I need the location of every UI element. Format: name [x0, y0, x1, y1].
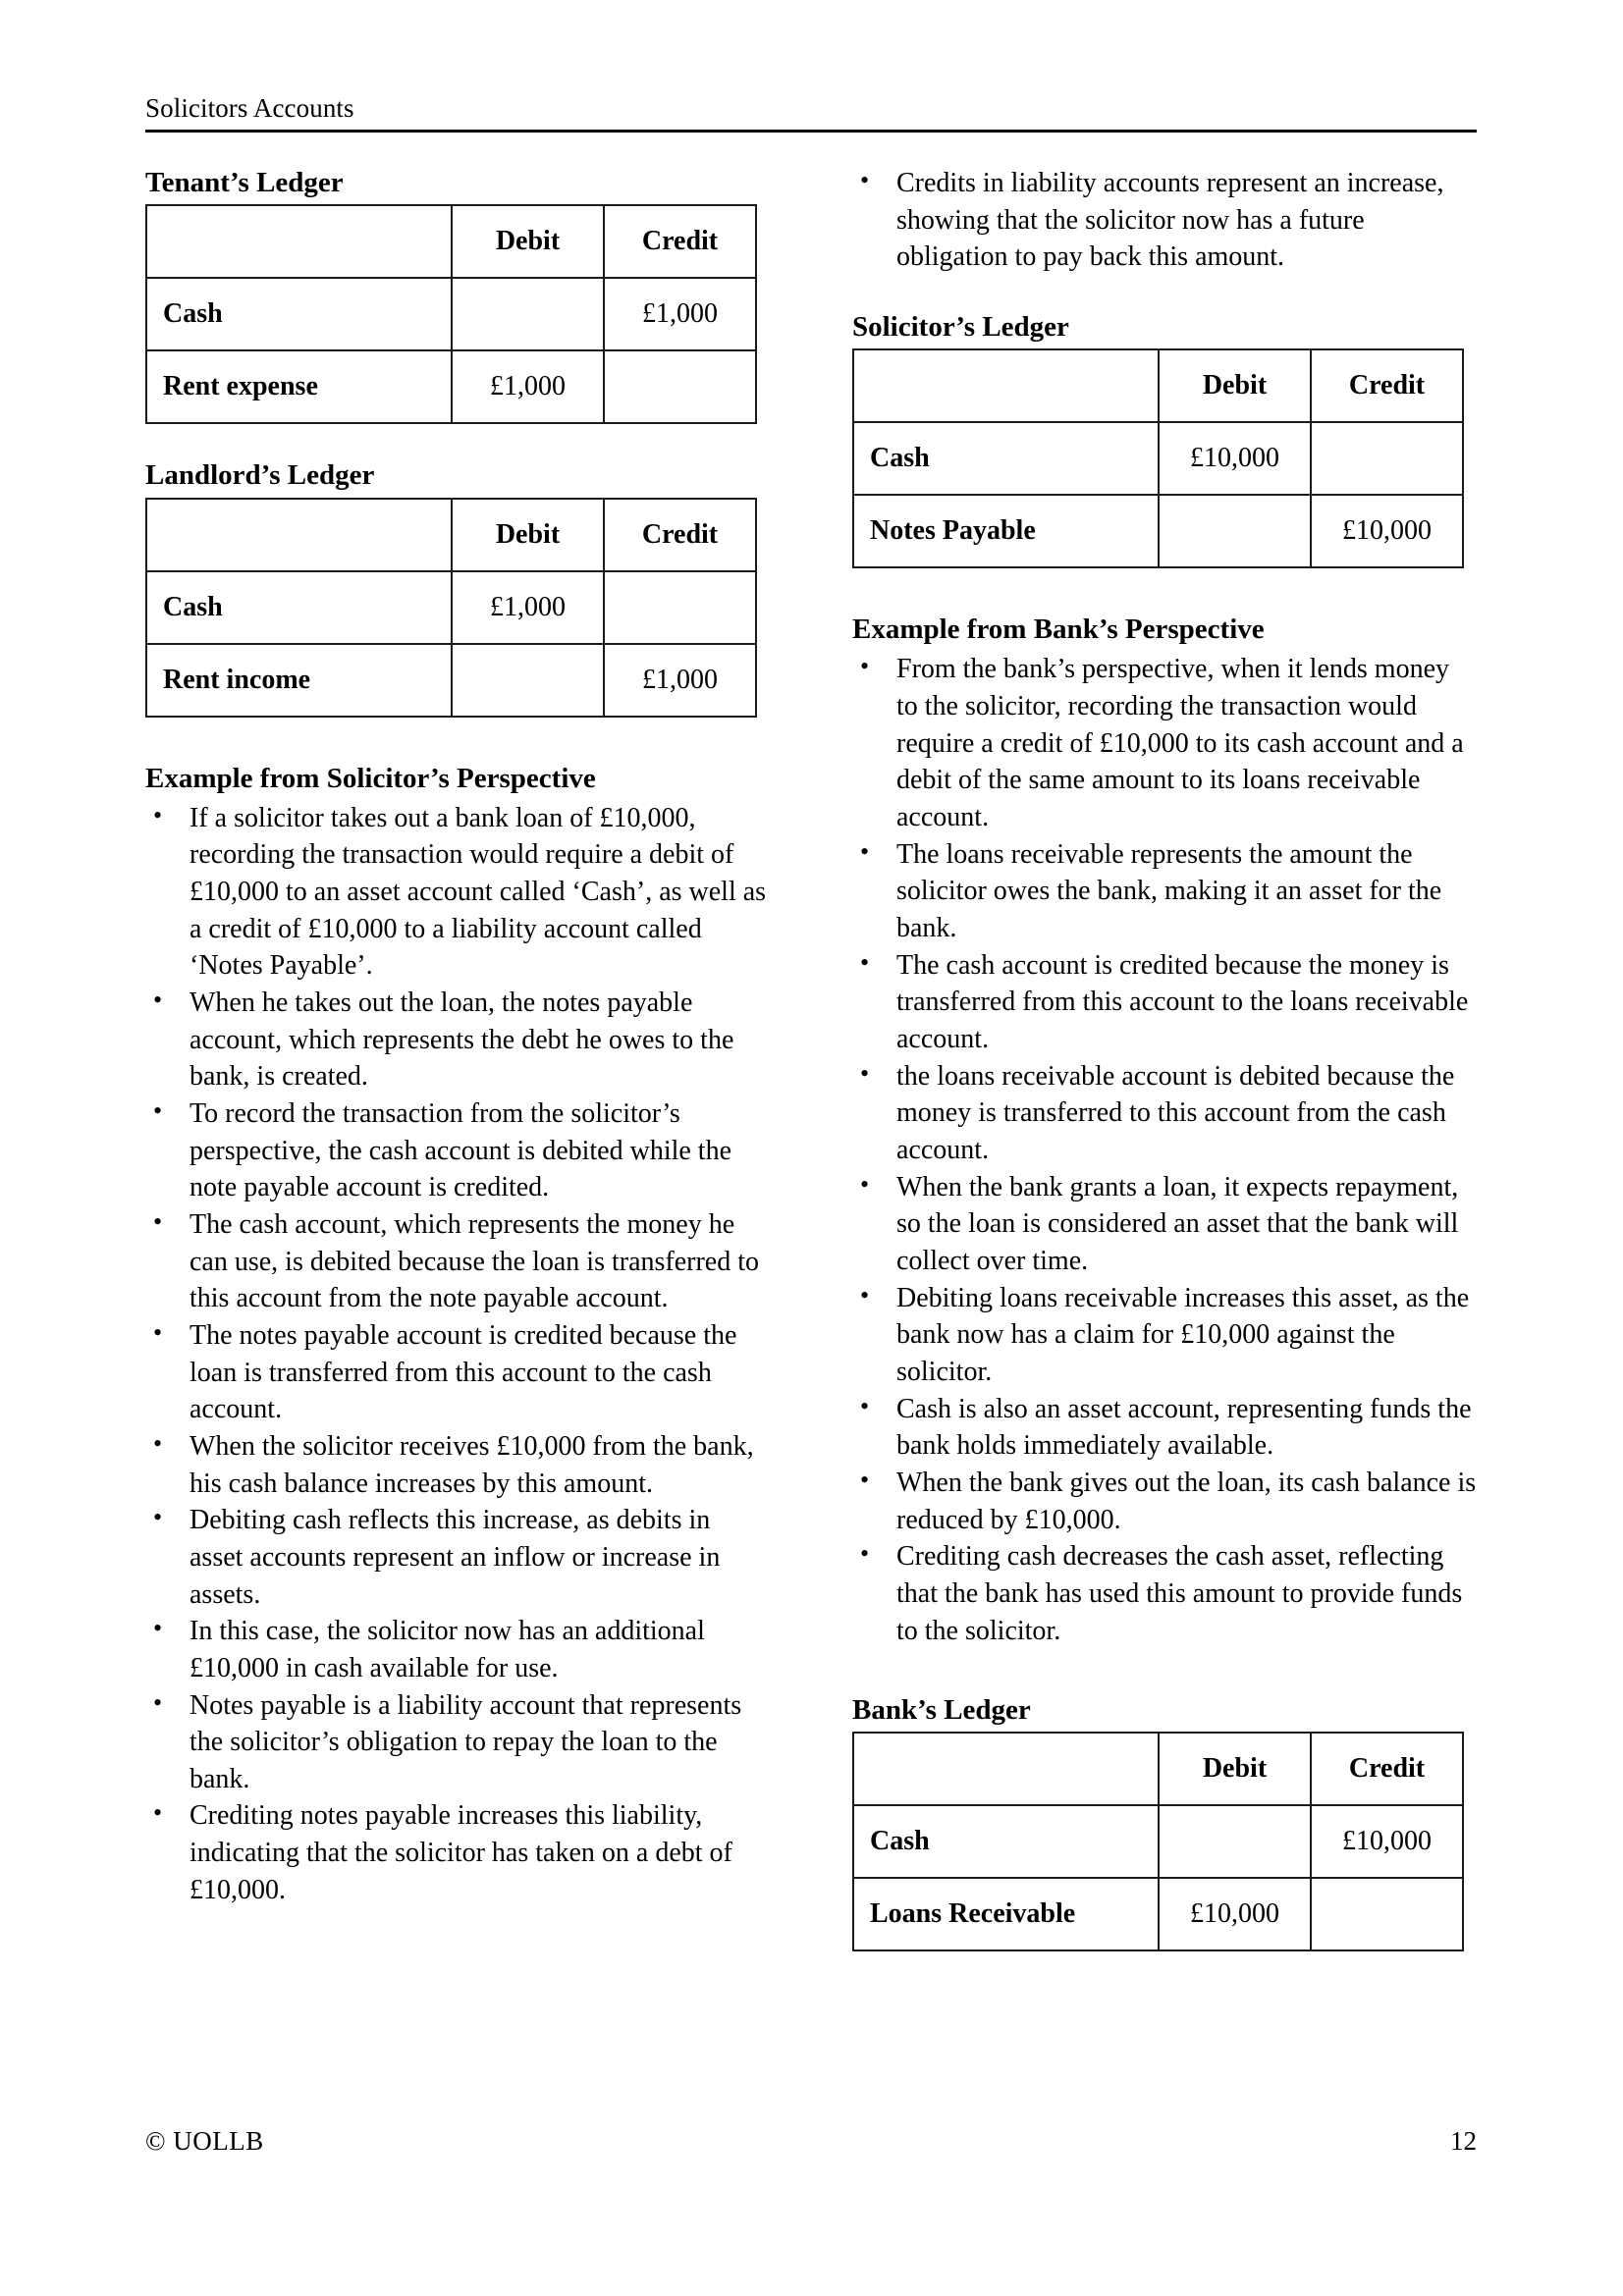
page-number: 12: [1450, 2126, 1477, 2156]
credit-value: £1,000: [604, 644, 756, 717]
credit-value: £10,000: [1311, 1805, 1463, 1878]
table-header-row: [146, 205, 756, 278]
debit-value: [452, 644, 604, 717]
account-name: Rent income: [146, 644, 452, 717]
account-name: Cash: [146, 571, 452, 644]
credit-value: £1,000: [604, 278, 756, 350]
body-columns: [145, 165, 1477, 1951]
column-header-account: [853, 1733, 1159, 1805]
spacer: [145, 718, 770, 761]
table-header-row: [853, 349, 1463, 422]
table-row: [146, 278, 756, 350]
list-item: • Debiting cash reflects this increase, as debits in asset accounts represent an inflow or increase in assets.: [145, 1502, 770, 1613]
liability-credits-list: [852, 165, 1477, 276]
right-column: [852, 165, 1477, 1951]
debit-value: £10,000: [1159, 1878, 1311, 1950]
table-row: [146, 350, 756, 423]
bank-ledger-heading: Bank’s Ledger: [852, 1694, 1031, 1727]
header-divider: [145, 130, 1477, 133]
column-header-credit: Credit: [1311, 349, 1463, 422]
credit-value: £10,000: [1311, 495, 1463, 567]
bank-ledger-table: [852, 1732, 1464, 1951]
list-item: • the loans receivable account is debited because the money is transferred to this account from the cash account.: [852, 1058, 1477, 1169]
running-header: [145, 93, 1477, 133]
list-item: • When the solicitor receives £10,000 from the bank, his cash balance increases by this amount.: [145, 1428, 770, 1502]
account-name: Cash: [146, 278, 452, 350]
table-row: [853, 1805, 1463, 1878]
list-item: • The notes payable account is credited because the loan is transferred from this account to the cash account.: [145, 1317, 770, 1428]
credit-value: [1311, 1878, 1463, 1950]
list-item: • From the bank’s perspective, when it lends money to the solicitor, recording the transaction would require a credit of £10,000 to its cash account and a debit of the same amount to its loans receivable account.: [852, 651, 1477, 835]
list-item: • Credits in liability accounts represent an increase, showing that the solicitor now has a future obligation to pay back this amount.: [852, 165, 1477, 276]
credit-value: [604, 571, 756, 644]
account-name: Rent expense: [146, 350, 452, 423]
left-column: [145, 165, 770, 1951]
column-header-debit: Debit: [452, 205, 604, 278]
tenant-ledger-heading: Tenant’s Ledger: [145, 167, 344, 198]
bank-perspective-list: [852, 651, 1477, 1649]
list-item: • In this case, the solicitor now has an additional £10,000 in cash available for use.: [145, 1613, 770, 1686]
list-item: • When the bank gives out the loan, its cash balance is reduced by £10,000.: [852, 1465, 1477, 1538]
column-header-debit: Debit: [452, 499, 604, 571]
list-item: • Crediting cash decreases the cash asset, reflecting that the bank has used this amount to provide funds to the solicitor.: [852, 1538, 1477, 1649]
table-row: [853, 1878, 1463, 1950]
table-header-row: [853, 1733, 1463, 1805]
table-row: [146, 571, 756, 644]
spacer: [852, 276, 1477, 309]
list-item: • The cash account is credited because the money is transferred from this account to the loans receivable account.: [852, 947, 1477, 1058]
list-item: • The loans receivable represents the amount the solicitor owes the bank, making it an asset for the bank.: [852, 836, 1477, 947]
column-header-debit: Debit: [1159, 1733, 1311, 1805]
debit-value: [1159, 495, 1311, 567]
spacer: [145, 424, 770, 457]
debit-value: [1159, 1805, 1311, 1878]
spacer: [852, 568, 1477, 612]
column-header-debit: Debit: [1159, 349, 1311, 422]
list-item: • Crediting notes payable increases this liability, indicating that the solicitor has taken on a debt of £10,000.: [145, 1797, 770, 1908]
column-header-credit: Credit: [1311, 1733, 1463, 1805]
credit-value: [604, 350, 756, 423]
column-header-account: [146, 499, 452, 571]
list-item: • Debiting loans receivable increases this asset, as the bank now has a claim for £10,000 against the solicitor.: [852, 1280, 1477, 1391]
account-name: Cash: [853, 422, 1159, 495]
header-title: Solicitors Accounts: [145, 93, 354, 123]
account-name: Cash: [853, 1805, 1159, 1878]
list-item: • When the bank grants a loan, it expects repayment, so the loan is considered an asset that the bank will collect over time.: [852, 1169, 1477, 1280]
debit-value: £1,000: [452, 350, 604, 423]
table-row: [146, 644, 756, 717]
column-header-credit: Credit: [604, 499, 756, 571]
landlord-ledger-heading: Landlord’s Ledger: [145, 459, 375, 492]
list-item: • When he takes out the loan, the notes payable account, which represents the debt he owes to the bank, is created.: [145, 985, 770, 1095]
table-row: [853, 495, 1463, 567]
account-name: Notes Payable: [853, 495, 1159, 567]
solicitor-ledger-heading: Solicitor’s Ledger: [852, 310, 1069, 343]
column-header-account: [853, 349, 1159, 422]
debit-value: £10,000: [1159, 422, 1311, 495]
landlord-ledger-table: [145, 498, 757, 718]
spacer: [852, 1649, 1477, 1692]
page-footer: [145, 2126, 1477, 2157]
copyright-notice: © UOLLB: [145, 2126, 264, 2156]
credit-value: [1311, 422, 1463, 495]
table-header-row: [146, 499, 756, 571]
column-header-account: [146, 205, 452, 278]
tenant-ledger-table: [145, 204, 757, 424]
solicitor-perspective-list: [145, 800, 770, 1909]
list-item: • If a solicitor takes out a bank loan of £10,000, recording the transaction would require a debit of £10,000 to an asset account called ‘Cash’, as well as a credit of £10,000 to a liability account called ‘Notes Payable’.: [145, 800, 770, 985]
list-item: • Notes payable is a liability account that represents the solicitor’s obligation to repay the loan to the bank.: [145, 1687, 770, 1798]
table-row: [853, 422, 1463, 495]
list-item: • The cash account, which represents the money he can use, is debited because the loan is transferred to this account from the note payable account.: [145, 1206, 770, 1317]
account-name: Loans Receivable: [853, 1878, 1159, 1950]
solicitor-perspective-heading: Example from Solicitor’s Perspective: [145, 762, 596, 794]
column-header-credit: Credit: [604, 205, 756, 278]
list-item: • Cash is also an asset account, representing funds the bank holds immediately available.: [852, 1391, 1477, 1465]
debit-value: £1,000: [452, 571, 604, 644]
list-item: • To record the transaction from the solicitor’s perspective, the cash account is debited while the note payable account is credited.: [145, 1095, 770, 1206]
solicitor-ledger-table: [852, 348, 1464, 568]
debit-value: [452, 278, 604, 350]
bank-perspective-heading: Example from Bank’s Perspective: [852, 614, 1265, 646]
